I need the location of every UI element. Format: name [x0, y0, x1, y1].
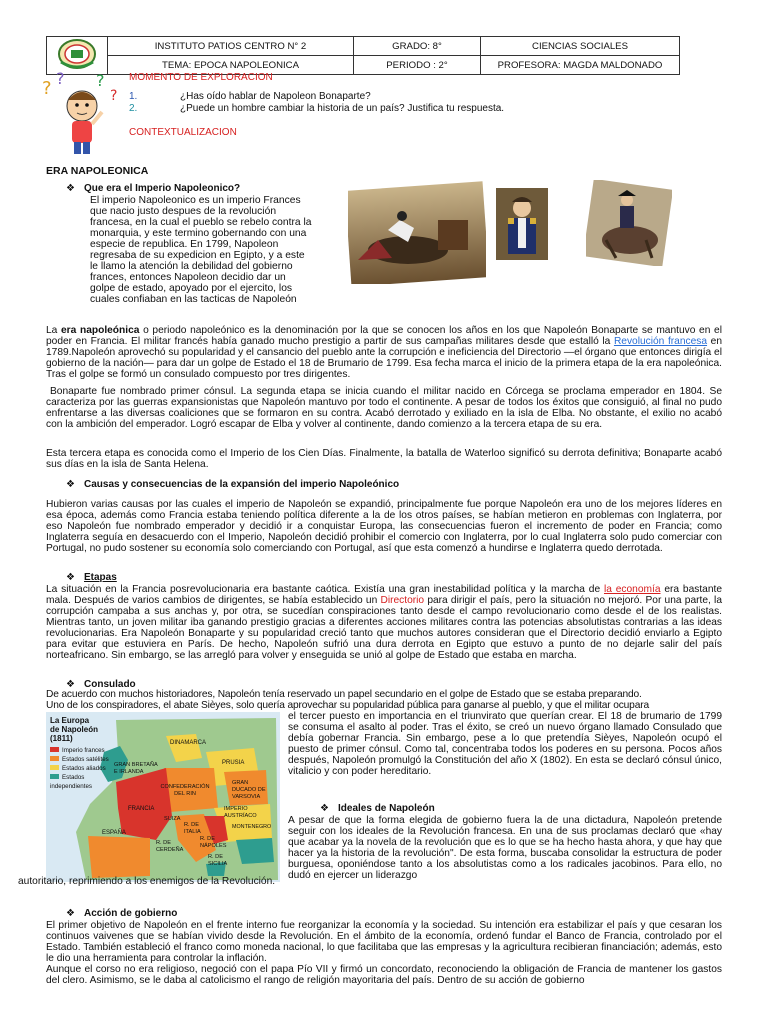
p1-text-c: o periodo napoleónico es la denominación por la que se conocen los años en los que Napoleón Bonaparte se mantuvo en el poder en Francia. El militar francés había ganado mucho prestigio a partir de sus campañas militares desde que estalló la	[46, 325, 722, 347]
section-6-heading	[66, 908, 177, 919]
s1-line: especie de republica. En 1799, Napoleon	[90, 239, 279, 250]
paragraph-1	[46, 325, 722, 380]
s1-line: monarquia, y este termino gobernando con una	[90, 228, 307, 239]
s1-line: cuales confiaban en las tacticas de Napoleón	[90, 294, 297, 305]
map-label-austria: IMPERIO AUSTRÍACO	[224, 806, 257, 819]
map-label-france: FRANCIA	[128, 806, 155, 812]
legend-item	[50, 773, 96, 791]
map-year: (1811)	[50, 734, 73, 743]
legend-label: Estados aliados	[62, 765, 106, 772]
map-label-sicilia: R. DE SICILIA	[208, 854, 228, 867]
exploration-title: MOMENTO DE EXPLORACION	[129, 72, 273, 83]
section-3-heading	[66, 572, 117, 583]
section-1-text	[90, 195, 340, 305]
map-label-prussia: PRUSIA	[222, 760, 245, 766]
thinking-kid-illustration	[40, 72, 126, 156]
paragraph-7: A pesar de que la forma elegida de gobierno fuera la de una dictadura, Napoleón pretende seguir con los ideales de la Revolución francesa. En una de sus proclamas declaró que «hay que acabar ya la novela de la revolución que es lo que se ha hecho hasta ahora, y que hay que hacer ya la historia de la revolución". De esta forma, buscaba consolidar la estructura de poder burguesa, oponiéndose tanto a los absolutistas como a los radicales jacobinos. Para ello, no dudó en ejercer un liderazgo	[288, 815, 722, 881]
napoleon-on-horse-image	[586, 180, 672, 266]
map-title-line-1: La Europa	[50, 716, 90, 725]
p1-text-d: en 1789.Napoleón aprovechó su popularidad y el cansancio del pueblo ante la corrupción e ineficiencia del Directorio —el órgano que entonces dirigía el gobierno de la nación— para dar un golpe de Estado el 18 de Brumario de 1799. Esa fecha marca el inicio de la primera etapa de la era napoleónica. Tras el golpe se formó un consulado compuesto por tres dirigentes.	[46, 336, 722, 380]
header-table	[46, 36, 680, 75]
paragraph-8: El primer objetivo de Napoleón en el frente interno fue reorganizar la economía y la sociedad. Su intención era estabilizar el país y que cesaran los continuos vaivenes que se habían vivido desde la Revolución. En el ámbito de la economía, ordenó fundar el Banco de Francia, controlado por el Estado. También estableció el franco como moneda nacional, lo que facilitaba que las empresas y la agricultura recibieran financiación; además, esto le dio una herramienta para controlar la inflación.	[46, 920, 722, 964]
section-3-title: Etapas	[84, 572, 117, 583]
map-title	[50, 716, 98, 743]
economia-link[interactable]: la economía	[603, 584, 661, 595]
s1-line: le llamo la atención la debilidad del gobierno	[90, 261, 293, 272]
battle-painting-image	[348, 180, 486, 284]
svg-text:?: ?	[110, 88, 118, 104]
paragraph-6-rest: el tercer puesto en importancia en el triunvirato que querían crear. El 18 de brumario de 1799 se consuma el asalto al poder. Tras el éxito, se creó un nuevo órgano llamado Consulado que debía gobernar Francia. Sin embargo, pese a lo que pretendía Sièyes, Napoleón ocupó el puesto de primer cónsul. Como tal, concentraba todos los poderes en su persona. Pocos años después, Napoleón promulgó la Constitución del año X (1802). En esta se declaró cónsul único, vitalicio y con poder hereditario.	[288, 711, 722, 777]
bullet-icon: ❖	[66, 908, 75, 919]
directorio-link[interactable]: Directorio	[380, 595, 425, 606]
paragraph-5	[46, 584, 722, 661]
map-title-line-2: de Napoleón	[50, 725, 99, 734]
section-2-heading	[66, 479, 399, 490]
legend-item	[50, 746, 109, 755]
s1-line: regresaba de su expedicion en Egipto, y a este	[90, 250, 305, 261]
question-1: ¿Has oído hablar de Napoleon Bonaparte?	[180, 91, 371, 102]
legend-item	[50, 755, 109, 764]
bullet-icon: ❖	[66, 572, 75, 583]
p6-line-1: De acuerdo con muchos historiadores, Napoleón tenía reservado un papel secundario en el golpe de Estado que se estaba preparando.	[46, 689, 642, 700]
map-label-spain: ESPAÑA	[102, 830, 126, 836]
section-2-title: Causas y consecuencias de la expansión del imperio Napoleónico	[84, 479, 400, 490]
p1-bold: era napoleónica	[61, 325, 140, 336]
question-2: ¿Puede un hombre cambiar la historia de un país? Justifica tu respuesta.	[180, 103, 505, 114]
school-name: INSTITUTO PATIOS CENTRO N° 2	[108, 37, 354, 56]
question-2-number: 2.	[129, 103, 138, 114]
svg-text:?: ?	[96, 72, 105, 90]
s1-line: frances, entonces Napoleon decidio dar un	[90, 272, 286, 283]
teacher: PROFESORA: MAGDA MALDONADO	[481, 56, 680, 75]
paragraph-4: Hubieron varias causas por las cuales el imperio de Napoleón se expandió, principalmente fue porque Napoleón era uno de los mejores líderes en esa época, además como Francia estaba teniendo política diferente a la de los otros países, se habían metieron en problemas con Inglaterra, por eso Napoleón fue nombrado emperador y decidió ir a conquistar Europa, las consecuencias fueron el incremento de poder en Francia; como Inglaterra seguía en desacuerdo con el Imperio, Napoleón decidió prohibir el comercio con Inglaterra, por lo cual Inglaterra solo pudo comerciar con Portugal, no pudo sostener su economía solo comerciando con Portugal, así que esta comenzó a hundirse e Inglaterra quedo derrotada.	[46, 499, 722, 554]
map-label-denmark: DINAMARCA	[170, 740, 207, 746]
school-logo-icon	[57, 38, 97, 70]
topic: TEMA: EPOCA NAPOLEONICA	[108, 56, 354, 75]
subject: CIENCIAS SOCIALES	[481, 37, 680, 56]
paragraph-9: Aunque el corso no era religioso, negoció con el papa Pío VII y firmó un concordato, reconociendo la obligación de Francia de mantener los gastos del clero. Asimismo, se le daba al catolicismo el rango de religión mayoritaria del país. Dentro de su acción de gobierno	[46, 964, 722, 986]
paragraph-2: Bonaparte fue nombrado primer cónsul. La segunda etapa se inicia cuando el militar nacido en Córcega se proclama emperador en 1804. Se caracteriza por las guerras expansionistas que Napoleón mantuvo por todo el continente. A pesar de todos los éxitos que consiguió, al final no pudo enfrentarse a las diversas coaliciones que se formaron en su contra. Acabó derrotado y exiliado en la isla de Elba. No obstante, el exilio no acabó con la ambición del emperador. Logró escapar de Elba y volver al continente, dando comienzo a la tercera etapa de su era.	[46, 386, 722, 430]
s1-line: que nacio justo despues de la revolución	[90, 206, 277, 217]
paragraph-6-lines	[46, 689, 726, 711]
map-label-suiza: SUIZA	[164, 816, 181, 822]
s1-line: francesa, en la cual el pueblo se rebelo contra la	[90, 217, 312, 228]
legend-label: Imperio frances	[62, 747, 105, 754]
map-label-britain: GRAN BRETAÑA E IRLANDA	[114, 762, 158, 775]
s1-line: golpe de estado, apoyado por el ejercito, los	[90, 283, 293, 294]
p5-text-a: La situación en la Francia posrevolucionaria era bastante caótica. Existía una gran inestabilidad política y la marcha de	[46, 584, 604, 595]
map-legend	[50, 746, 109, 791]
p6-line-2: Uno de los conspiradores, el abate Sièyes, solo quería aprovechar su popularidad pública para ganarse al pueblo, y que el militar ocupara	[46, 700, 649, 711]
question-1-number: 1.	[129, 91, 138, 102]
p1-text-a: La	[46, 325, 62, 336]
map-label-napoles: R. DE NÁPOLES	[200, 836, 227, 849]
grade: GRADO: 8°	[354, 37, 481, 56]
section-1-title: Que era el Imperio Napoleonico?	[84, 183, 241, 194]
period: PERIODO : 2°	[354, 56, 481, 75]
school-logo-cell	[47, 37, 108, 75]
paragraph-3: Esta tercera etapa es conocida como el Imperio de los Cien Días. Finalmente, la batalla de Waterloo significó su derrota definitiva; Bonaparte acabó sus días en la isla de Santa Helena.	[46, 448, 722, 470]
section-1-heading	[66, 183, 240, 194]
bullet-icon: ❖	[320, 803, 329, 814]
section-5-heading	[320, 803, 435, 814]
p5-text-b: era bastante mala. Después de varios cambios de dirigentes, se había establecido un	[46, 584, 723, 606]
bullet-icon: ❖	[66, 679, 75, 690]
svg-text:?: ?	[56, 72, 65, 88]
map-label-cerdena: R. DE CERDEÑA	[156, 840, 184, 853]
legend-label: Estados satélites	[62, 756, 109, 763]
paragraph-7-end: autoritario, reprimiendo a los enemigos de la Revolución.	[18, 876, 276, 887]
bullet-icon: ❖	[66, 479, 75, 490]
p5-text-c: para dirigir el país, pero la situación no mejoró. Por una parte, la corrupción campaba a sus anchas y, por otra, se sucedían conspiraciones tanto desde el campo revolucionario como desde el de los realistas. Mientras tanto, un joven militar iba ganando prestigio gracias a diferentes acciones militares contra las potencias absolutistas contrarias a las ideas revolucionarias. Era Napoleón Bonaparte y su popularidad creció tanto que muchos autores consideran que el Directorio decidió enviarlo a Egipto para evitar que estuviera en París. De hecho, Napoleón sufrió una dura derrota en Egipto que estuvo a punto de no dejarle salir del país norteafricano. Sin embargo, se las arregló para volver y enseguida se unió al golpe de Estado que estaba en marcha.	[46, 595, 722, 661]
europe-map	[46, 712, 280, 882]
svg-text:?: ?	[42, 78, 52, 99]
legend-label: Estados independientes	[50, 774, 92, 790]
contextualization-title: CONTEXTUALIZACION	[129, 127, 237, 138]
legend-item	[50, 764, 109, 773]
section-6-title: Acción de gobierno	[84, 908, 178, 919]
era-title: ERA NAPOLEONICA	[46, 165, 149, 177]
section-5-title: Ideales de Napoleón	[338, 803, 435, 814]
revolucion-francesa-link[interactable]: Revolución francesa	[613, 336, 708, 347]
map-label-confed: CONFEDERACIÓN DEL RIN	[160, 784, 210, 797]
bullet-icon: ❖	[66, 183, 75, 194]
map-label-warsaw: GRAN DUCADO DE VARSOVIA	[232, 780, 266, 800]
s1-line: El imperio Napoleonico es un imperio Frances	[90, 195, 301, 206]
napoleon-portrait-image	[496, 188, 548, 260]
map-label-italia: R. DE ITALIA	[184, 822, 201, 835]
map-label-montenegro: MONTENEGRO	[232, 824, 272, 830]
section-4-title: Consulado	[84, 679, 136, 690]
